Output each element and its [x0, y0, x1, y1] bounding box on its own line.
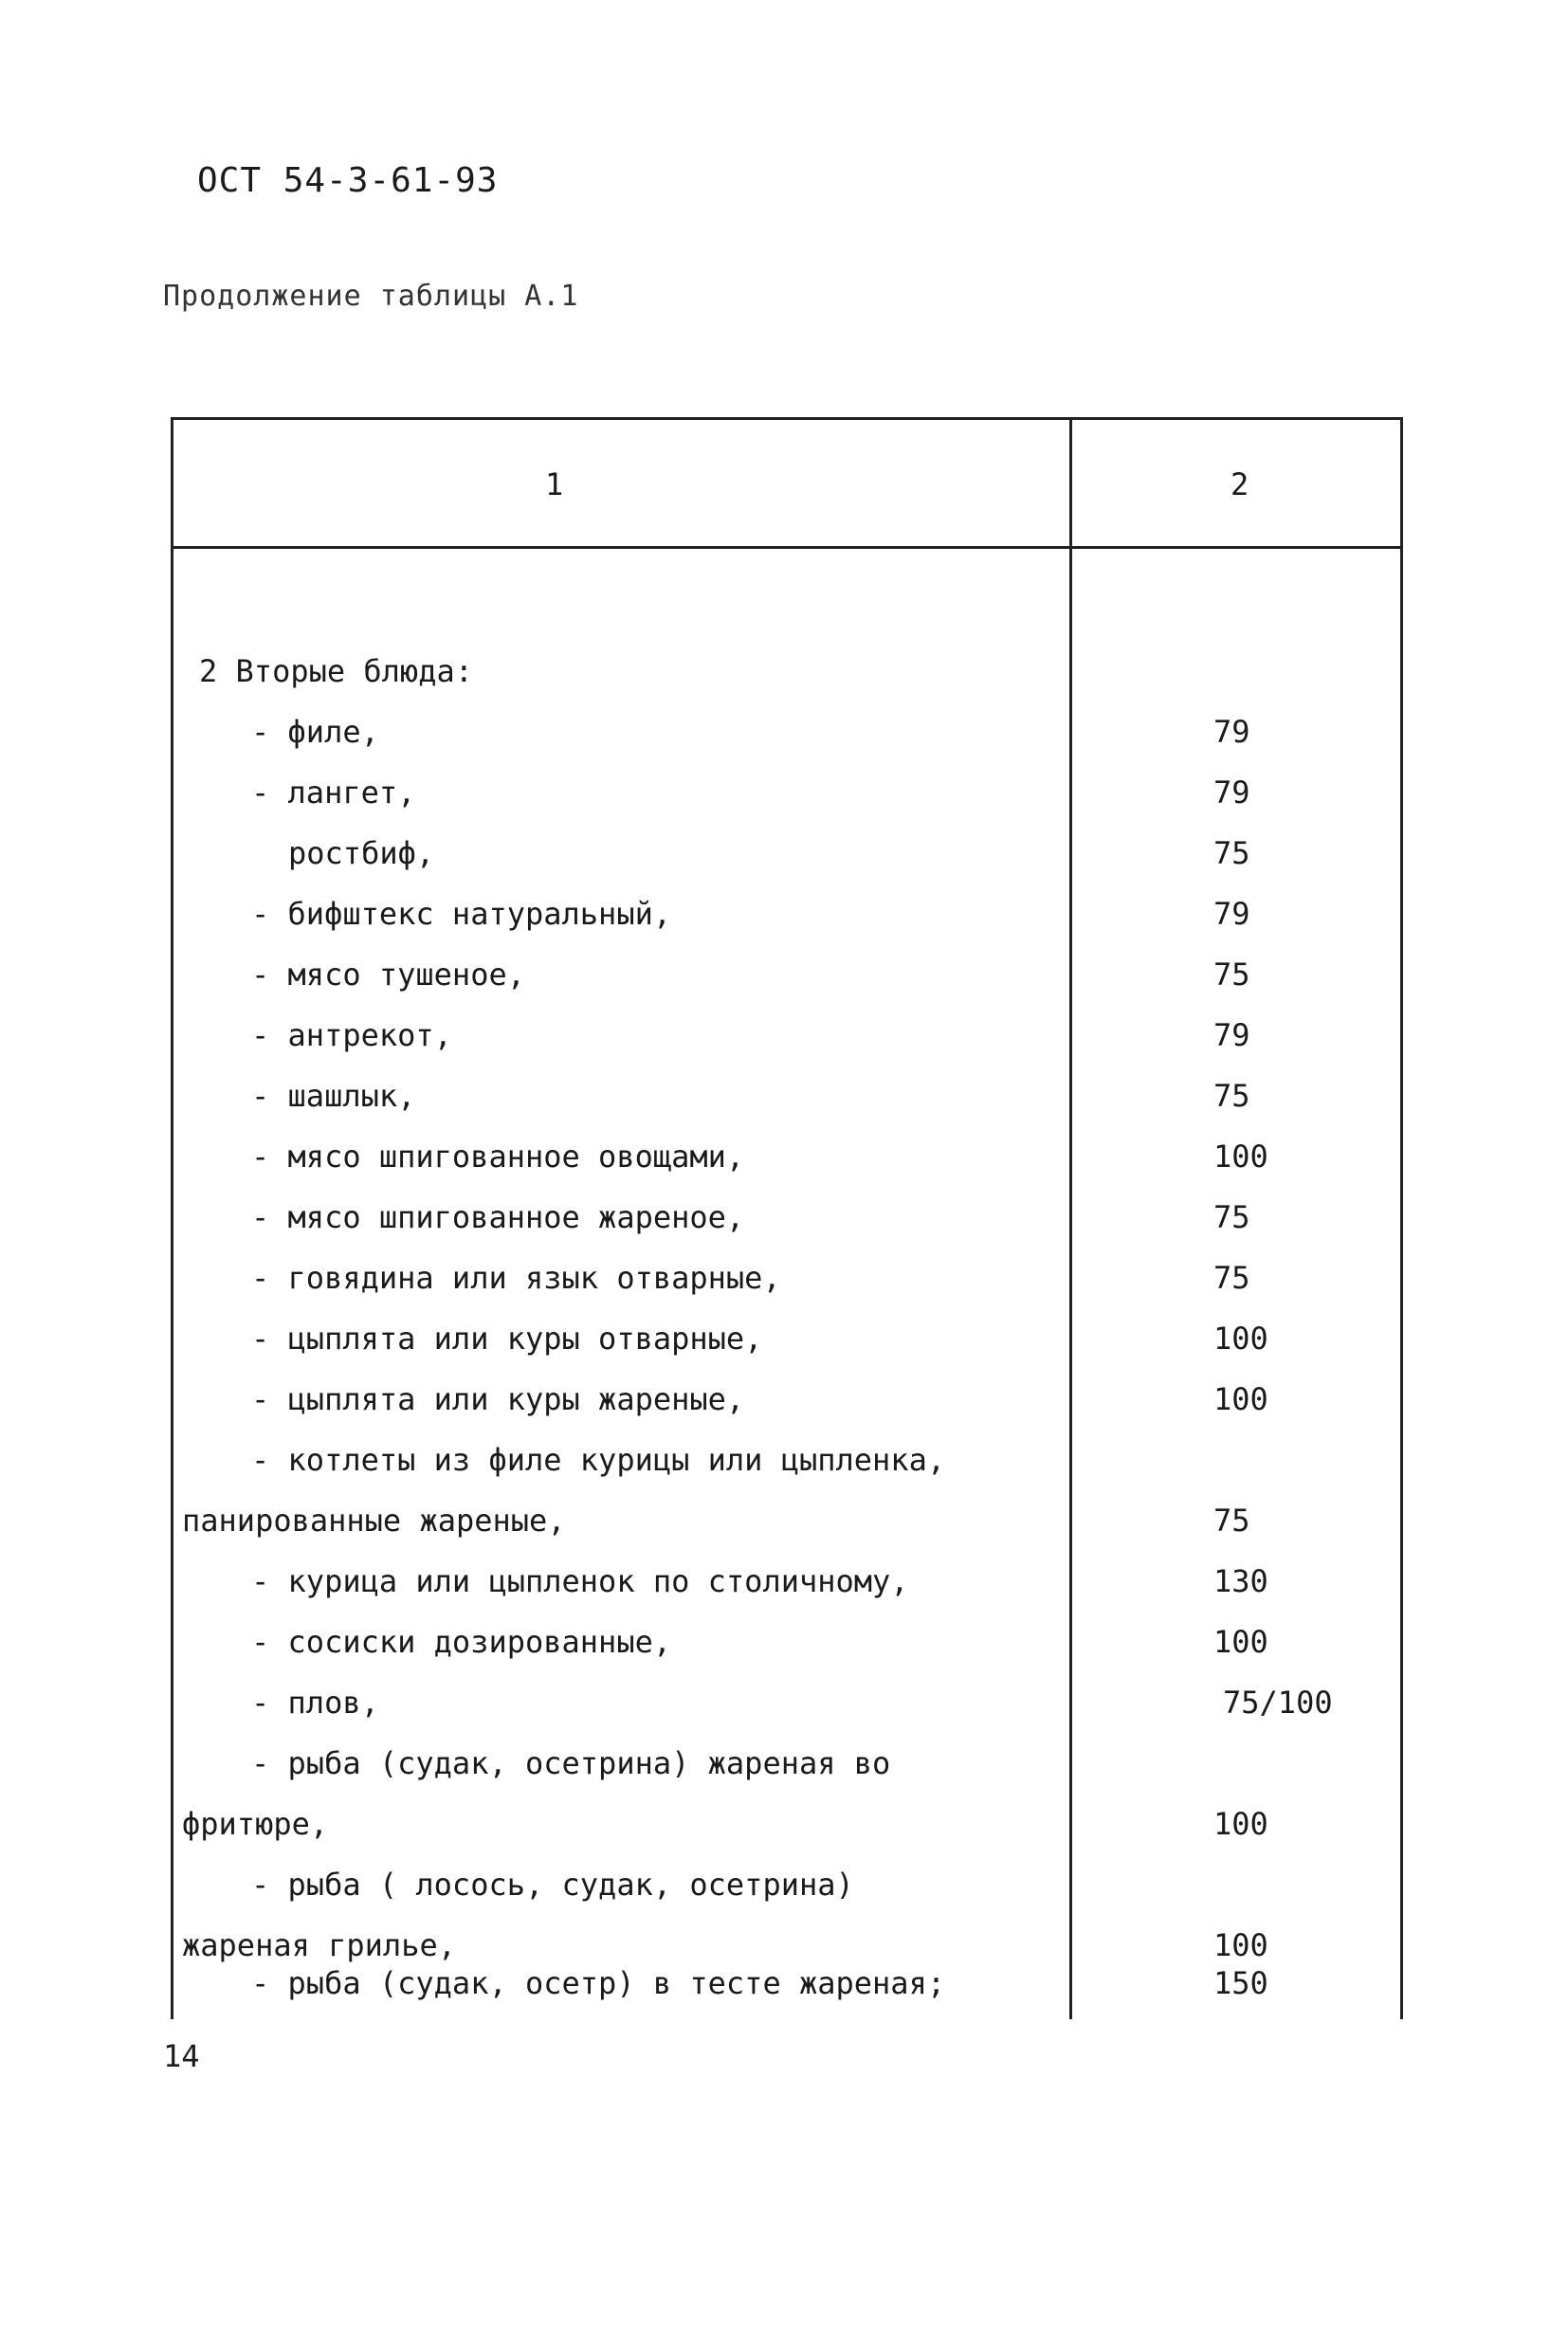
row-value: 75	[1213, 1199, 1250, 1235]
table-row	[171, 1854, 1403, 1915]
row-item: - лангет,	[251, 775, 416, 811]
row-item: - мясо шпигованное жареное,	[251, 1199, 745, 1235]
row-item: - цыплята или куры жареные,	[251, 1381, 745, 1417]
table-row	[171, 1248, 1403, 1308]
table-row	[171, 884, 1403, 944]
row-value: 79	[1213, 714, 1250, 750]
row-item: - антрекот,	[251, 1017, 452, 1053]
row-value: 75	[1213, 1503, 1250, 1539]
table-row	[171, 1953, 1403, 2014]
table-row	[171, 1490, 1403, 1551]
row-item: - мясо шпигованное овощами,	[251, 1139, 745, 1175]
row-value: 100	[1213, 1139, 1268, 1175]
table-row	[171, 1005, 1403, 1066]
table-row	[171, 1794, 1403, 1854]
column-header-2: 2	[1231, 466, 1249, 502]
row-item: фритюре,	[182, 1806, 329, 1842]
row-item: - рыба ( лосось, судак, осетрина)	[251, 1867, 854, 1903]
table-row	[171, 1551, 1403, 1612]
row-item: - котлеты из филе курицы или цыпленка,	[251, 1442, 946, 1478]
column-header-1: 1	[545, 466, 564, 502]
row-item: - рыба (судак, осетр) в тесте жареная;	[251, 1965, 946, 2001]
table-continuation-caption: Продолжение таблицы А.1	[163, 280, 579, 313]
row-value: 100	[1213, 1624, 1268, 1660]
row-item: ростбиф,	[288, 835, 435, 871]
table-row	[171, 1369, 1403, 1430]
row-item: - бифштекс натуральный,	[251, 896, 672, 932]
table-row	[171, 1672, 1403, 1733]
table-top-border	[171, 417, 1403, 420]
row-value: 79	[1213, 1017, 1250, 1053]
table-row	[171, 1430, 1403, 1490]
table-row	[171, 1187, 1403, 1248]
row-value: 79	[1213, 896, 1250, 932]
row-value: 130	[1213, 1563, 1268, 1599]
row-item: - курица или цыпленок по столичному,	[251, 1563, 909, 1599]
row-value: 75	[1213, 1078, 1250, 1114]
data-table	[171, 417, 1403, 2029]
table-row	[171, 1612, 1403, 1672]
section-heading: 2 Вторые блюда:	[199, 653, 473, 689]
row-item: - шашлык,	[251, 1078, 416, 1114]
table-row	[171, 1066, 1403, 1126]
table-row	[171, 580, 1403, 641]
table-row	[171, 823, 1403, 884]
row-item: - мясо тушеное,	[251, 957, 525, 993]
row-value: 75	[1213, 1260, 1250, 1296]
row-value: 100	[1213, 1381, 1268, 1417]
row-item: жареная грилье,	[182, 1927, 456, 1963]
row-value: 100	[1213, 1927, 1268, 1963]
table-row	[171, 762, 1403, 823]
table-row	[171, 641, 1403, 702]
table-row	[171, 1126, 1403, 1187]
table-row	[171, 1308, 1403, 1369]
row-item: - плов,	[251, 1685, 379, 1721]
document-code: ОСТ 54-3-61-93	[197, 161, 499, 200]
row-value: 79	[1213, 775, 1250, 811]
page-number: 14	[163, 2038, 200, 2074]
table-row	[171, 702, 1403, 762]
row-value: 75/100	[1223, 1685, 1333, 1721]
row-value: 150	[1213, 1965, 1268, 2001]
row-item: - говядина или язык отварные,	[251, 1260, 781, 1296]
row-item: - филе,	[251, 714, 379, 750]
table-row	[171, 944, 1403, 1005]
row-value: 100	[1213, 1806, 1268, 1842]
row-item: - сосиски дозированные,	[251, 1624, 672, 1660]
table-row	[171, 1733, 1403, 1794]
row-value: 75	[1213, 957, 1250, 993]
row-item: - цыплята или куры отварные,	[251, 1321, 763, 1357]
row-value: 100	[1213, 1321, 1268, 1357]
row-value: 75	[1213, 835, 1250, 871]
row-item: панированные жареные,	[182, 1503, 566, 1539]
row-item: - рыба (судак, осетрина) жареная во	[251, 1745, 891, 1781]
table-header-separator	[171, 546, 1403, 549]
